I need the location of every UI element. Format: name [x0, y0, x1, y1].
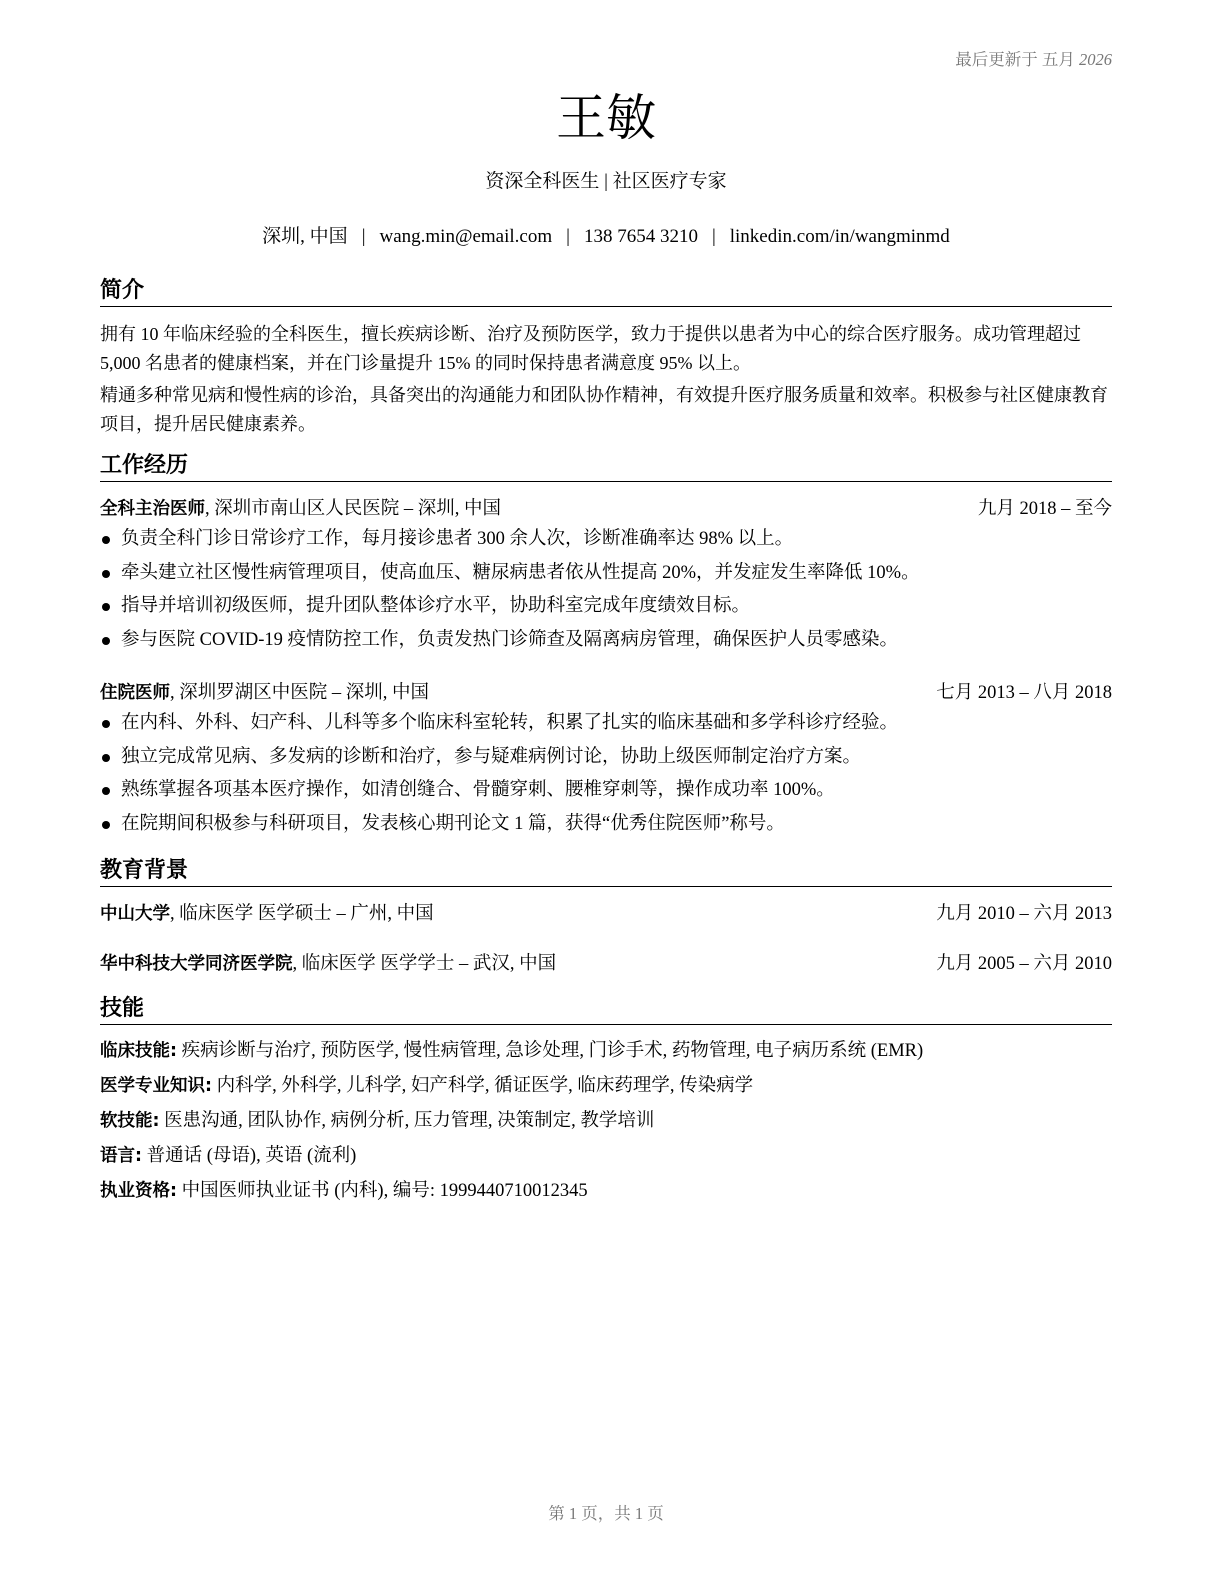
summary-paragraph: 拥有 10 年临床经验的全科医生，擅长疾病诊断、治疗及预防医学，致力于提供以患者为中心的综合医疗服务。成功管理超过 5,000 名患者的健康档案，并在门诊量提升 15% 的同时保持患者满意度 95% 以上。 — [100, 324, 1081, 373]
skill-row — [100, 1108, 1112, 1134]
list-item: 在院期间积极参与科研项目，发表核心期刊论文 1 篇，获得“优秀住院医师”称号。 — [100, 808, 1112, 842]
education-entry — [100, 901, 1112, 927]
skill-value: 普通话 (母语), 英语 (流利) — [142, 1146, 357, 1166]
education-dates: 九月 2010 – 六月 2013 — [936, 904, 1112, 924]
list-item: 在内科、外科、妇产科、儿科等多个临床科室轮转，积累了扎实的临床基础和多学科诊疗经验。 — [100, 707, 1112, 741]
skill-value: 医患沟通, 团队协作, 病例分析, 压力管理, 决策制定, 教学培训 — [159, 1111, 655, 1131]
list-item: 指导并培训初级医师，提升团队整体诊疗水平，协助科室完成年度绩效目标。 — [100, 590, 1112, 624]
contact-line — [100, 225, 1112, 249]
section-title-education: 教育背景 — [100, 857, 1112, 887]
list-item: 参与医院 COVID-19 疫情防控工作，负责发热门诊筛查及隔离病房管理，确保医护人员零感染。 — [100, 624, 1112, 658]
page-number: 第 1 页，共 1 页 — [548, 1504, 664, 1523]
person-name: 王敏 — [556, 89, 656, 147]
skill-label: 语言: — [100, 1146, 142, 1166]
bullet-icon — [102, 821, 110, 829]
skill-label: 医学专业知识: — [100, 1076, 212, 1096]
skill-label: 临床技能: — [100, 1041, 177, 1061]
skill-value: 疾病诊断与治疗, 预防医学, 慢性病管理, 急诊处理, 门诊手术, 药物管理, 电子病历系统 (EMR) — [177, 1041, 924, 1061]
skill-label: 软技能: — [100, 1111, 160, 1131]
job-bullets — [100, 523, 1112, 658]
skill-row — [100, 1178, 1112, 1204]
bullet-icon — [102, 637, 110, 645]
school-name: 中山大学 — [100, 904, 170, 924]
contact-phone: 138 7654 3210 — [583, 226, 698, 247]
job-bullets — [100, 707, 1112, 842]
job-header — [100, 680, 1112, 706]
list-item: 负责全科门诊日常诊疗工作，每月接诊患者 300 余人次，诊断准确率达 98% 以上。 — [100, 523, 1112, 557]
list-item: 牵头建立社区慢性病管理项目，使高血压、糖尿病患者依从性提高 20%，并发症发生率降低 10%。 — [100, 557, 1112, 591]
skill-label: 执业资格: — [100, 1181, 177, 1201]
bullet-icon — [102, 787, 110, 795]
last-updated: 最后更新于 五月 2026 — [955, 50, 1112, 69]
summary-paragraph: 精通多种常见病和慢性病的诊治，具备突出的沟通能力和团队协作精神，有效提升医疗服务质量和效率。积极参与社区健康教育项目，提升居民健康素养。 — [100, 385, 1108, 434]
job-header — [100, 496, 1112, 522]
contact-location: 深圳, 中国 — [262, 226, 348, 247]
contact-email[interactable]: wang.min@email.com — [379, 226, 553, 247]
section-title-experience: 工作经历 — [100, 452, 1112, 482]
degree-detail: , 临床医学 医学学士 – 武汉, 中国 — [292, 954, 557, 974]
bullet-icon — [102, 603, 110, 611]
skill-row — [100, 1073, 1112, 1099]
contact-linkedin[interactable]: linkedin.com/in/wangminmd — [729, 226, 950, 247]
list-item: 熟练掌握各项基本医疗操作，如清创缝合、骨髓穿刺、腰椎穿刺等，操作成功率 100%。 — [100, 774, 1112, 808]
section-title-summary: 简介 — [100, 277, 1112, 307]
skill-row — [100, 1143, 1112, 1169]
resume-page — [100, 0, 1112, 1584]
separator: | — [361, 226, 366, 247]
skill-value: 中国医师执业证书 (内科), 编号: 1999440710012345 — [177, 1181, 588, 1201]
bullet-icon — [102, 720, 110, 728]
skill-row — [100, 1038, 1112, 1064]
bullet-icon — [102, 570, 110, 578]
job-role: 全科主治医师 — [100, 499, 205, 519]
job-dates: 七月 2013 – 八月 2018 — [936, 683, 1112, 703]
section-title-skills: 技能 — [100, 995, 1112, 1025]
list-item: 独立完成常见病、多发病的诊断和治疗，参与疑难病例讨论，协助上级医师制定治疗方案。 — [100, 741, 1112, 775]
separator: | — [711, 226, 716, 247]
skill-value: 内科学, 外科学, 儿科学, 妇产科学, 循证医学, 临床药理学, 传染病学 — [212, 1076, 754, 1096]
headline: 资深全科医生 | 社区医疗专家 — [485, 171, 727, 192]
separator: | — [566, 226, 570, 247]
job-org: , 深圳罗湖区中医院 – 深圳, 中国 — [170, 683, 430, 703]
bullet-icon — [102, 754, 110, 762]
school-name: 华中科技大学同济医学院 — [100, 954, 293, 974]
education-dates: 九月 2005 – 六月 2010 — [936, 954, 1112, 974]
bullet-icon — [102, 536, 110, 544]
education-entry — [100, 951, 1112, 977]
degree-detail: , 临床医学 医学硕士 – 广州, 中国 — [170, 904, 434, 924]
job-role: 住院医师 — [100, 683, 170, 703]
job-org: , 深圳市南山区人民医院 – 深圳, 中国 — [205, 499, 502, 519]
job-dates: 九月 2018 – 至今 — [977, 499, 1112, 519]
